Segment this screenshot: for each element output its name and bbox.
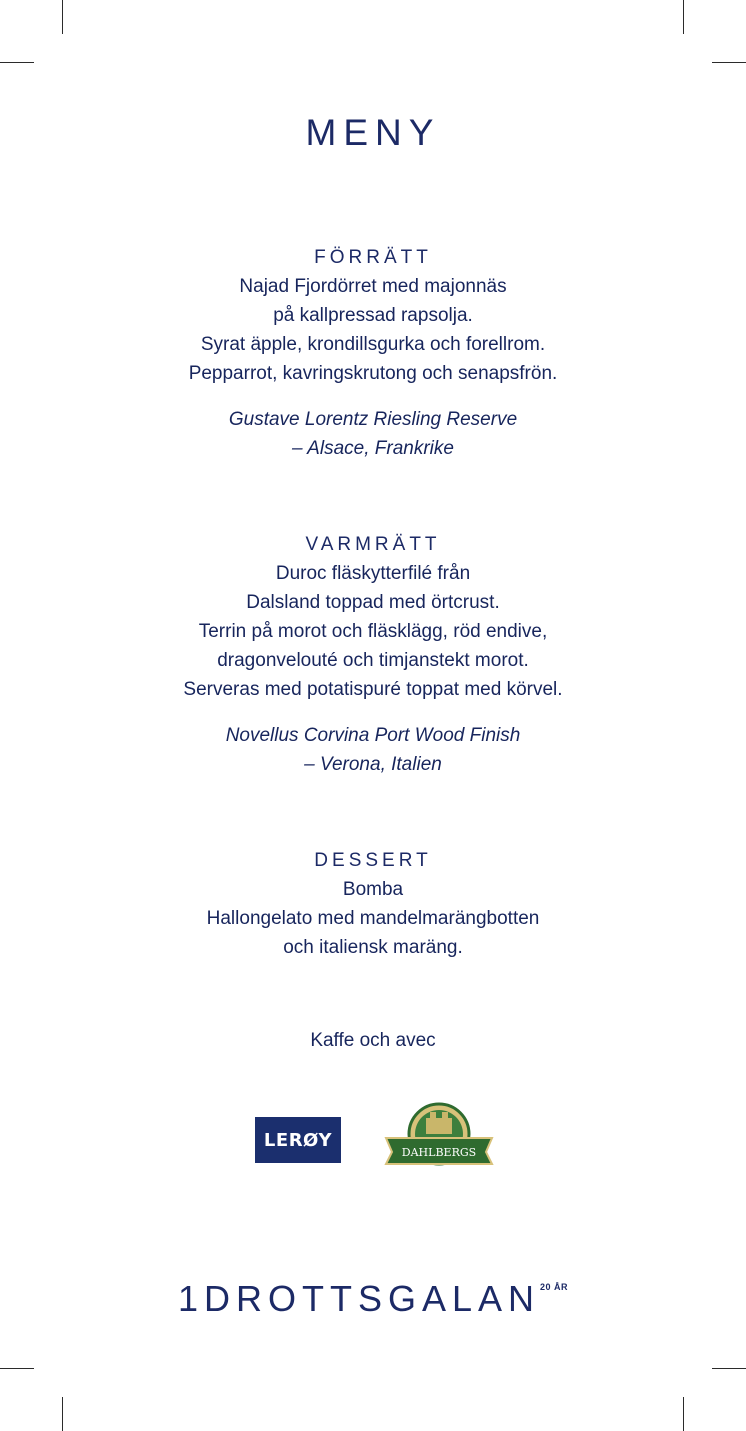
course-main — [0, 531, 746, 779]
dish-line: och italiensk maräng. — [283, 937, 463, 958]
dish-line: Dalsland toppad med örtcrust. — [246, 592, 500, 613]
course-heading: VARMRÄTT — [305, 534, 441, 555]
leroy-logo — [255, 1117, 341, 1163]
dish-line: Hallongelato med mandelmarängbotten — [206, 908, 540, 929]
sponsor-logos — [0, 1100, 746, 1180]
dahlbergs-logo — [382, 1100, 496, 1172]
crop-mark-bottom-right-v — [683, 1397, 684, 1431]
dish-line: Najad Fjordörret med majonnäs — [239, 276, 507, 297]
wine-origin: – Alsace, Frankrike — [292, 438, 454, 459]
brand-wordmark: 1DROTTSGALAN — [177, 1278, 541, 1319]
course-starter — [0, 244, 746, 463]
course-heading: DESSERT — [314, 850, 432, 871]
crop-mark-bottom-left-v — [62, 1397, 63, 1431]
coffee-line: Kaffe och avec — [310, 1030, 436, 1051]
dish-line: Pepparrot, kavringskrutong och senapsfrön. — [188, 363, 558, 384]
course-heading: FÖRRÄTT — [314, 247, 432, 268]
footer-brand — [0, 1278, 746, 1320]
wine-origin: – Verona, Italien — [304, 754, 442, 775]
crop-mark-bottom-right-h — [712, 1368, 746, 1369]
dish-line: Syrat äpple, krondillsgurka och forellrom. — [200, 334, 546, 355]
dish-line: Serveras med potatispuré toppat med körvel. — [183, 679, 563, 700]
wine-pairing — [0, 405, 746, 463]
wine-name: Novellus Corvina Port Wood Finish — [225, 725, 521, 746]
dish-line: på kallpressad rapsolja. — [273, 305, 473, 326]
anniversary-badge: 20 ÅR — [540, 1282, 569, 1292]
crop-mark-bottom-left-h — [0, 1368, 34, 1369]
dish-line: dragonvelouté och timjanstekt morot. — [217, 650, 529, 671]
wine-pairing — [0, 721, 746, 779]
dish-line: Bomba — [342, 879, 404, 900]
wine-name: Gustave Lorentz Riesling Reserve — [228, 409, 518, 430]
crop-mark-top-right-h — [712, 62, 746, 63]
crop-mark-top-left-h — [0, 62, 34, 63]
dahlbergs-logo-text: DAHLBERGS — [401, 1146, 477, 1159]
crop-mark-top-right-v — [683, 0, 684, 34]
dish-line: Terrin på morot och fläsklägg, röd endive, — [198, 621, 548, 642]
leroy-logo-text: LERØY — [263, 1129, 333, 1151]
menu-title: MENY — [305, 112, 441, 153]
course-dessert — [0, 847, 746, 962]
crop-mark-top-left-v — [62, 0, 63, 34]
dish-line: Duroc fläskytterfilé från — [275, 563, 471, 584]
